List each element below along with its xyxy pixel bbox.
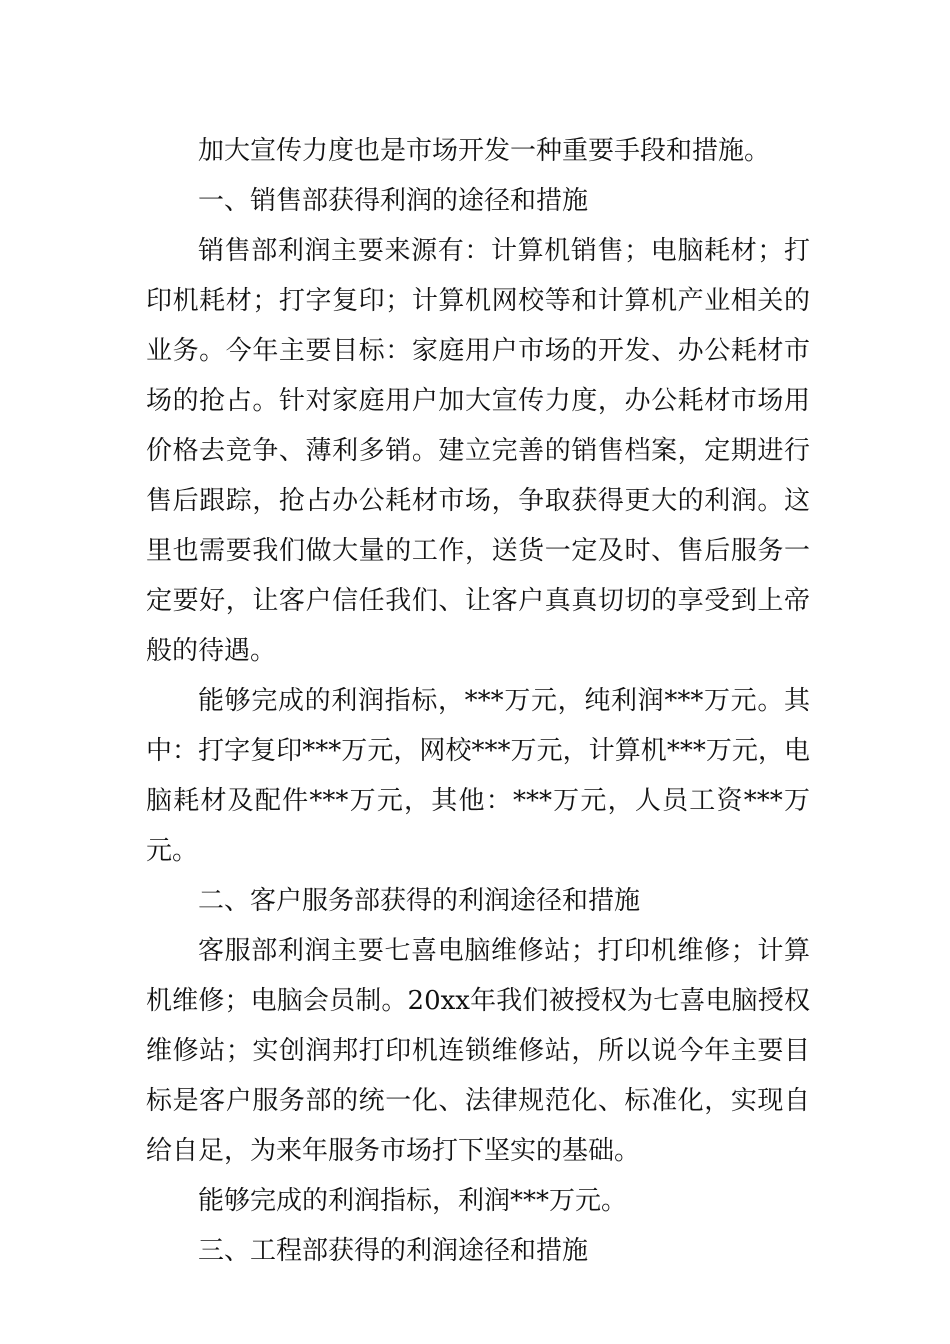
heading-customer-service-department: 二、客户服务部获得的利润途径和措施 bbox=[198, 886, 641, 916]
paragraph-intro: 加大宣传力度也是市场开发一种重要手段和措施。 bbox=[198, 136, 771, 166]
heading-engineering-department: 三、工程部获得的利润途径和措施 bbox=[198, 1236, 589, 1266]
paragraph-customer-service-profit-targets: 能够完成的利润指标，利润***万元。 bbox=[198, 1186, 628, 1216]
paragraph-sales-profit-sources: 销售部利润主要来源有：计算机销售；电脑耗材；打印机耗材；打字复印；计算机网校等和计算机产业相关的业务。今年主要目标：家庭用户市场的开发、办公耗材市场的抢占。针对家庭用户加大宣传力度，办公耗材市场用价格去竞争、薄利多销。建立完善的销售档案，定期进行售后跟踪，抢占办公耗材市场，争取获得更大的利润。这里也需要我们做大量的工作，送货一定及时、售后服务一定要好，让客户信任我们、让客户真真切切的享受到上帝般的待遇。 bbox=[146, 236, 810, 666]
paragraph-customer-service-profit-sources: 客服部利润主要七喜电脑维修站；打印机维修；计算机维修；电脑会员制。20xx年我们被授权为七喜电脑授权维修站；实创润邦打印机连锁维修站，所以说今年主要目标是客户服务部的统一化、法律规范化、标准化，实现自给自足，为来年服务市场打下坚实的基础。 bbox=[146, 936, 810, 1166]
paragraph-sales-profit-targets: 能够完成的利润指标，***万元，纯利润***万元。其中：打字复印***万元，网校***万元，计算机***万元，电脑耗材及配件***万元，其他：***万元，人员工资***万元。 bbox=[146, 686, 810, 866]
document-body bbox=[146, 126, 810, 1276]
heading-sales-department: 一、销售部获得利润的途径和措施 bbox=[198, 186, 589, 216]
